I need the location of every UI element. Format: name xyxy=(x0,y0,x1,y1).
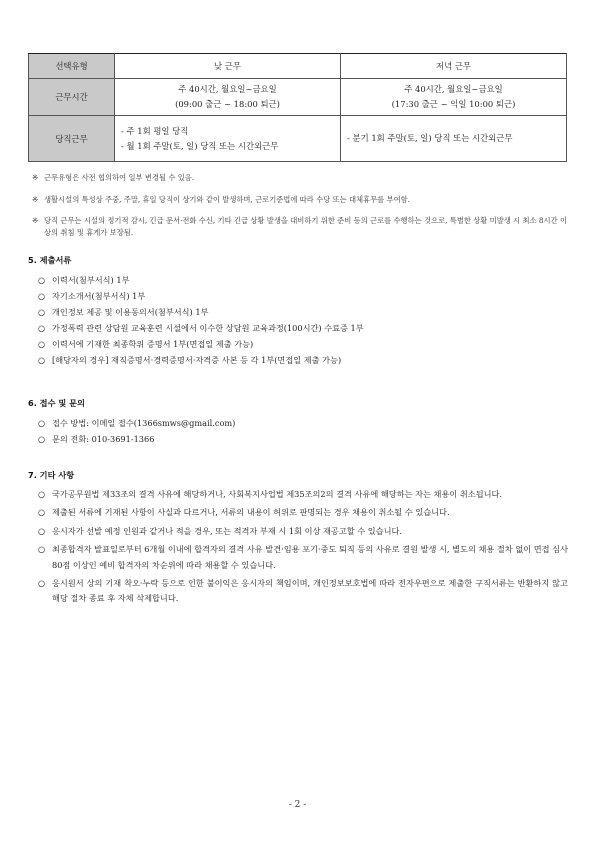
bullet-icon: ○ xyxy=(38,578,46,589)
bullet-icon: ○ xyxy=(38,434,46,444)
note-item xyxy=(32,215,572,238)
cell-line: (17:30 출근 ~ 익일 10:00 퇴근) xyxy=(391,99,516,109)
bullet-icon: ○ xyxy=(38,544,46,555)
list-item-text: 개인정보 제공 및 이용동의서(첨부서식) 1부 xyxy=(52,307,209,317)
list-item xyxy=(38,487,568,502)
cell-line: (09:00 출근 ~ 18:00 퇴근) xyxy=(175,99,280,109)
table-row-duty xyxy=(29,116,567,162)
section-title: 5. 제출서류 xyxy=(28,255,72,265)
note-marker: ※ xyxy=(32,194,39,204)
cell-line: - 주 1회 평일 당직 xyxy=(121,125,189,136)
list-item xyxy=(38,576,568,607)
section-contact xyxy=(28,398,568,447)
list-item-text: 이력서(첨부서식) 1부 xyxy=(52,275,130,285)
table-header-type: 선택유형 xyxy=(29,54,115,79)
bullet-icon: ○ xyxy=(38,323,46,333)
table-row-work-hours xyxy=(29,79,567,116)
note-text: 생활시설의 특성상 주중, 주말, 휴일 당직이 상기와 같이 발생하며, 근로기준법에 따라 수당 또는 대체휴무를 부여함. xyxy=(44,194,410,204)
cell-day-hours xyxy=(115,79,341,116)
list-item xyxy=(38,288,568,304)
note-item xyxy=(32,194,572,206)
list-item-text: 응시원서 상의 기재 착오·누락 등으로 인한 불이익은 응시자의 책임이며, 개인정보보호법에 따라 전자우편으로 제출한 구직서류는 반환하지 않고 해당 절차 종료 후 자체 삭제합니다. xyxy=(52,578,568,604)
bullet-icon: ○ xyxy=(38,355,46,365)
table-header-evening: 저녁 근무 xyxy=(341,54,567,79)
list-item-text: 이력서에 기재한 최종학위 증명서 1부(면접일 제출 가능) xyxy=(52,339,254,349)
section-documents xyxy=(28,255,568,368)
bullet-icon: ○ xyxy=(38,418,46,428)
row-label-work-hours: 근무시간 xyxy=(29,79,115,116)
note-marker: ※ xyxy=(32,173,39,182)
list-item-text: 자기소개서(첨부서식) 1부 xyxy=(52,291,146,301)
contact-email: 접수 방법: 이메일 접수(1366smws@gmail.com) xyxy=(52,418,236,428)
list-item xyxy=(38,352,568,368)
note-marker: ※ xyxy=(32,216,39,225)
row-label-duty: 당직근무 xyxy=(29,116,115,162)
list-item xyxy=(38,524,568,539)
bullet-icon: ○ xyxy=(38,507,46,518)
list-item xyxy=(38,320,568,336)
section-title: 6. 접수 및 문의 xyxy=(28,398,85,408)
bullet-icon: ○ xyxy=(38,489,46,499)
table-header-day: 낮 근무 xyxy=(115,54,341,79)
section-title: 7. 기타 사항 xyxy=(28,470,75,480)
cell-evening-duty xyxy=(341,116,567,162)
bullet-icon: ○ xyxy=(38,275,46,285)
list-item xyxy=(38,304,568,320)
cell-day-duty xyxy=(115,116,341,162)
cell-line: - 분기 1회 주말(토, 일) 당직 또는 시간외근무 xyxy=(347,133,513,143)
list-item-text: 국가공무원법 제33조의 결격 사유에 해당하거나, 사회복지사업법 제35조의2의 결격 사유에 해당하는 자는 채용이 취소됩니다. xyxy=(52,489,503,499)
note-text: 근무유형은 사전 협의하여 일부 변경될 수 있음. xyxy=(44,173,195,182)
bullet-icon: ○ xyxy=(38,339,46,349)
list-item-text: 제출된 서류에 기재된 사항이 사실과 다르거나, 서류의 내용이 허위로 판명되는 경우 채용이 취소될 수 있습니다. xyxy=(52,507,450,518)
list-item xyxy=(38,272,568,288)
list-item xyxy=(38,415,568,431)
list-item-text: 응시자가 선발 예정 인원과 같거나 적을 경우, 또는 적격자 부재 시 1회 이상 재공고할 수 있습니다. xyxy=(52,525,403,536)
list-item xyxy=(38,431,568,447)
section-other xyxy=(28,470,568,607)
bullet-icon: ○ xyxy=(38,291,46,301)
table-header-row xyxy=(29,54,567,79)
cell-line: 주 40시간, 월요일~금요일 xyxy=(404,84,503,94)
cell-line: - 월 1회 주말(토, 일) 당직 또는 시간외근무 xyxy=(121,140,279,151)
notes-block xyxy=(32,172,572,238)
list-item-text: [해당자의 경우] 재직증명서·경력증명서·자격증 사본 등 각 1부(면접일 제출 가능) xyxy=(52,355,342,365)
list-item-text: 가정폭력 관련 상담원 교육훈련 시설에서 이수한 상담원 교육과정(100시간) 수료증 1부 xyxy=(52,323,364,333)
list-item xyxy=(38,505,568,520)
cell-evening-hours xyxy=(341,79,567,116)
list-item xyxy=(38,336,568,352)
contact-phone: 문의 전화: 010-3691-1366 xyxy=(52,434,155,444)
work-schedule-table xyxy=(28,53,567,162)
bullet-icon: ○ xyxy=(38,525,46,536)
cell-line: 주 40시간, 월요일~금요일 xyxy=(178,84,277,94)
note-text: 당직 근무는 시설의 정기적 감시, 긴급 문서·전화 수신, 기타 긴급 상황 발생을 대비하기 위한 준비 등의 근로를 수행하는 것으로, 특별한 상황 미발생 시 최소 8시간 이상의 취침 및 휴게가 보장됨. xyxy=(44,216,568,237)
list-item xyxy=(38,542,568,573)
page-number: - 2 - xyxy=(288,800,307,810)
list-item-text: 최종합격자 발표일로부터 6개월 이내에 합격자의 결격 사유 발견·임용 포기·중도 퇴직 등의 사유로 결원 발생 시, 별도의 채용 절차 없이 면접 심사 80점 이상인 예비 합격자의 차순위에 따라 채용할 수 있습니다. xyxy=(52,544,568,570)
note-item xyxy=(32,172,572,184)
bullet-icon: ○ xyxy=(38,307,46,317)
